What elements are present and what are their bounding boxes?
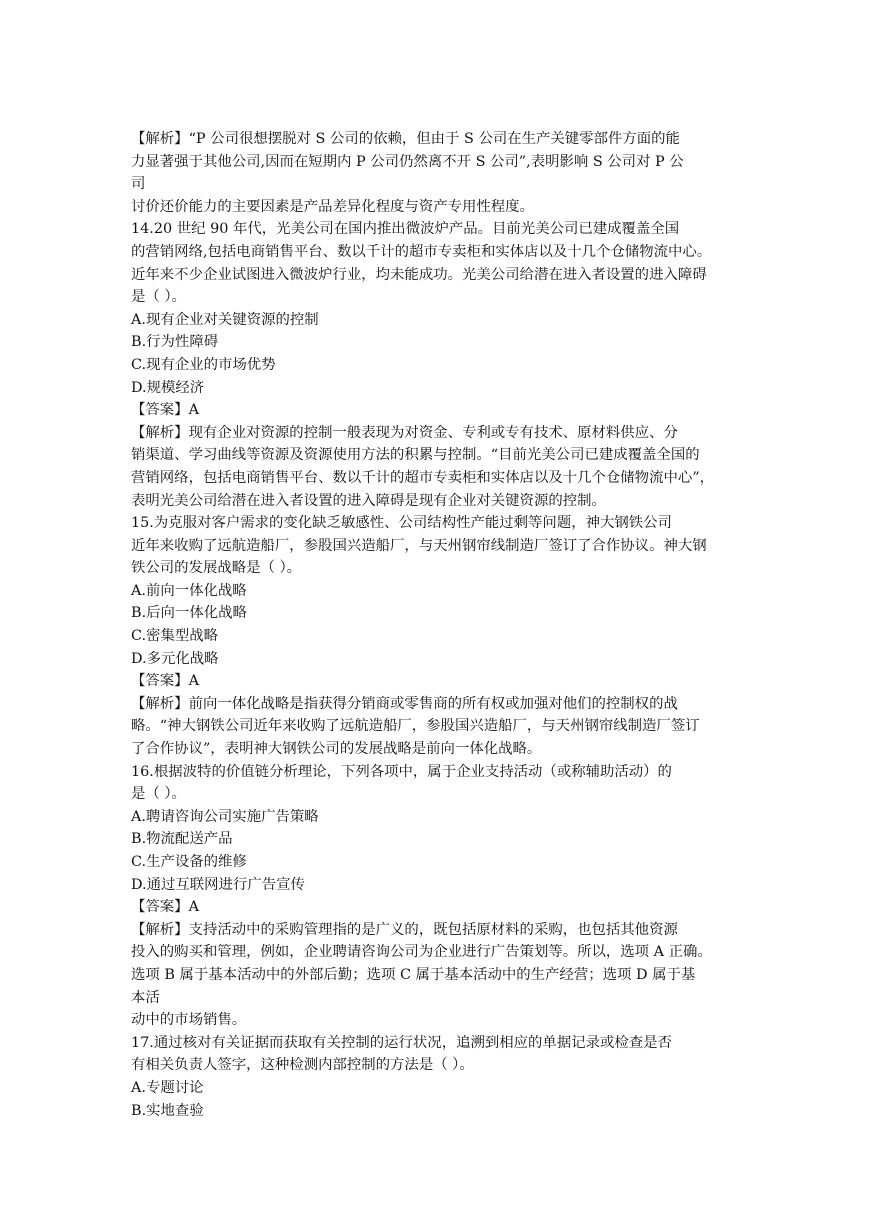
analysis-line: 【解析】现有企业对资源的控制一般表现为对资金、专利或专有技术、原材料供应、分 [131,424,678,441]
text-line: 近年来收购了远航造船厂，参股国兴造船厂，与天州钢帘线制造厂签订了合作协议。神大钢 [131,537,707,554]
text-line: 本活 [131,989,160,1006]
analysis-line: 【解析】前向一体化战略是指获得分销商或零售商的所有权或加强对他们的控制权的战 [131,695,678,712]
answer-line: 【答案】A [131,899,199,916]
text-line: 司 [131,176,146,193]
text-line: 投入的购买和管理，例如，企业聘请咨询公司为企业进行广告策划等。所以，选项 A 正确。 [131,944,712,961]
option-a: A.聘请咨询公司实施广告策略 [131,808,319,825]
answer-line: 【答案】A [131,673,199,690]
option-d: D.通过互联网进行广告宣传 [131,876,305,893]
option-a: A.前向一体化战略 [131,582,247,599]
option-a: A.现有企业对关键资源的控制 [131,311,319,328]
question-16-stem: 16.根据波特的价值链分析理论，下列各项中，属于企业支持活动（或称辅助活动）的 [131,763,672,780]
text-line: 的营销网络,包括电商销售平台、数以千计的超市专卖柜和实体店以及十几个仓储物流中心。 [131,243,712,260]
text-line: 有相关负责人签字，这种检测内部控制的方法是（ ）。 [131,1057,474,1074]
text-line: 近年来不少企业试图进入微波炉行业，均未能成功。光美公司给潜在进入者设置的进入障碍 [131,266,707,283]
question-15-stem: 15.为克服对客户需求的变化缺乏敏感性、公司结构性产能过剩等问题，神大钢铁公司 [131,515,672,532]
answer-line: 【答案】A [131,402,199,419]
analysis-line: 【解析】支持活动中的采购管理指的是广义的，既包括原材料的采购，也包括其他资源 [131,921,678,938]
text-line: 销渠道、学习曲线等资源及资源使用方法的积累与控制。“目前光美公司已建成覆盖全国的 [131,447,700,464]
option-b: B.行为性障碍 [131,334,219,351]
question-14-stem: 14.20 世纪 90 年代，光美公司在国内推出微波炉产品。目前光美公司已建成覆盖全国 [131,221,680,238]
option-b: B.实地查验 [131,1102,204,1119]
text-line: 营销网络，包括电商销售平台、数以千计的超市专卖柜和实体店以及十几个仓储物流中心”， [131,469,714,486]
text-line: 讨价还价能力的主要因素是产品差异化程度与资产专用性程度。 [131,198,534,215]
text-line: 表明光美公司给潜在进入者设置的进入障碍是现有企业对关键资源的控制。 [131,492,606,509]
text-line: 略。“神大钢铁公司近年来收购了远航造船厂，参股国兴造船厂，与天州钢帘线制造厂签订 [131,718,700,735]
text-line: 是（ ）。 [131,786,186,803]
option-b: B.物流配送产品 [131,831,233,848]
option-a: A.专题讨论 [131,1079,204,1096]
text-line: 【解析】“P 公司很想摆脱对 S 公司的依赖，但由于 S 公司在生产关键零部件方面的能 [131,131,680,147]
text-line: 是（ ）。 [131,289,186,306]
option-d: D.多元化战略 [131,650,219,667]
option-c: C.现有企业的市场优势 [131,356,276,373]
text-line: 力显著强于其他公司,因而在短期内 P 公司仍然离不开 S 公司”,表明影响 S 公司对 P 公 [131,153,684,170]
option-c: C.密集型战略 [131,628,219,645]
question-17-stem: 17.通过核对有关证据而获取有关控制的运行状况，追溯到相应的单据记录或检查是否 [131,1034,672,1051]
text-line: 动中的市场销售。 [131,1012,247,1029]
option-d: D.规模经济 [131,379,205,396]
option-c: C.生产设备的维修 [131,854,247,870]
text-line: 选项 B 属于基本活动中的外部后勤；选项 C 属于基本活动中的生产经营；选项 D 属于基 [131,966,696,983]
text-line: 铁公司的发展战略是（ ）。 [131,560,302,577]
option-b: B.后向一体化战略 [131,605,247,622]
text-line: 了合作协议”，表明神大钢铁公司的发展战略是前向一体化战略。 [131,741,542,758]
document-body [131,128,741,1122]
